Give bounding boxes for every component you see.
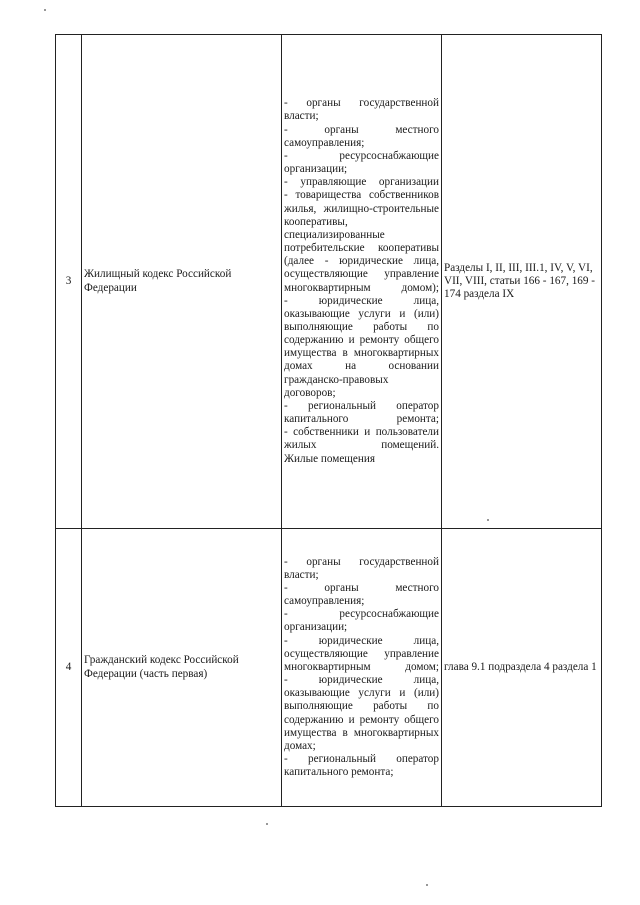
subject-item: - юридические лица, оказывающие услуги и (или) выполняющие работы по содержанию и ремонту общего имущества в многоквартирных домах на основании гражданско-правовых договоров; — [284, 294, 439, 399]
subject-item: - юридические лица, оказывающие услуги и (или) выполняющие работы по содержанию и ремонту общего имущества в многоквартирных домах; — [284, 674, 439, 752]
subject-item: - ресурсоснабжающие организации; — [284, 608, 439, 634]
subject-item: - органы местного самоуправления; — [284, 123, 439, 149]
row-number: 3 — [56, 35, 82, 529]
applicable-sections: глава 9.1 подраздела 4 раздела 1 — [442, 529, 602, 807]
subject-item: Жилые помещения — [284, 452, 375, 465]
law-name: Жилищный кодекс Российской Федерации — [82, 35, 282, 529]
subject-item: - товарищества собственников жилья, жилищно-строительные кооперативы, специализированные потребительские кооперативы (далее - юридические лица, осуществляющие управление многоквартирным домом); — [284, 189, 439, 294]
subject-item: - юридические лица, осуществляющие управление многоквартирным домом; — [284, 634, 439, 673]
subject-item: - органы государственной власти; — [284, 555, 439, 581]
scan-speck — [487, 519, 489, 521]
subject-item: - органы местного самоуправления; — [284, 581, 439, 608]
table-row — [56, 35, 602, 529]
regulated-subjects — [282, 529, 442, 807]
row-number: 4 — [56, 529, 82, 807]
subject-item: - ресурсоснабжающие организации; — [284, 149, 439, 176]
law-name: Гражданский кодекс Российской Федерации (часть первая) — [82, 529, 282, 807]
regulated-subjects — [282, 35, 442, 529]
table-row — [56, 529, 602, 807]
scan-speck — [266, 823, 268, 825]
scan-speck — [426, 884, 428, 886]
subject-item: - собственники и пользователи жилых помещений. — [284, 426, 439, 452]
subject-item: - органы государственной власти; — [284, 97, 439, 123]
scan-speck — [44, 9, 46, 11]
subject-item: - управляющие организации — [284, 176, 439, 189]
subject-item: - региональный оператор капитального ремонта; — [284, 399, 439, 426]
applicable-sections: Разделы I, II, III, III.1, IV, V, VI, VII, VIII, статьи 166 - 167, 169 - 174 раздела IX — [442, 35, 602, 529]
legislation-table — [55, 34, 602, 807]
subject-item: - региональный оператор капитального ремонта; — [284, 753, 439, 779]
